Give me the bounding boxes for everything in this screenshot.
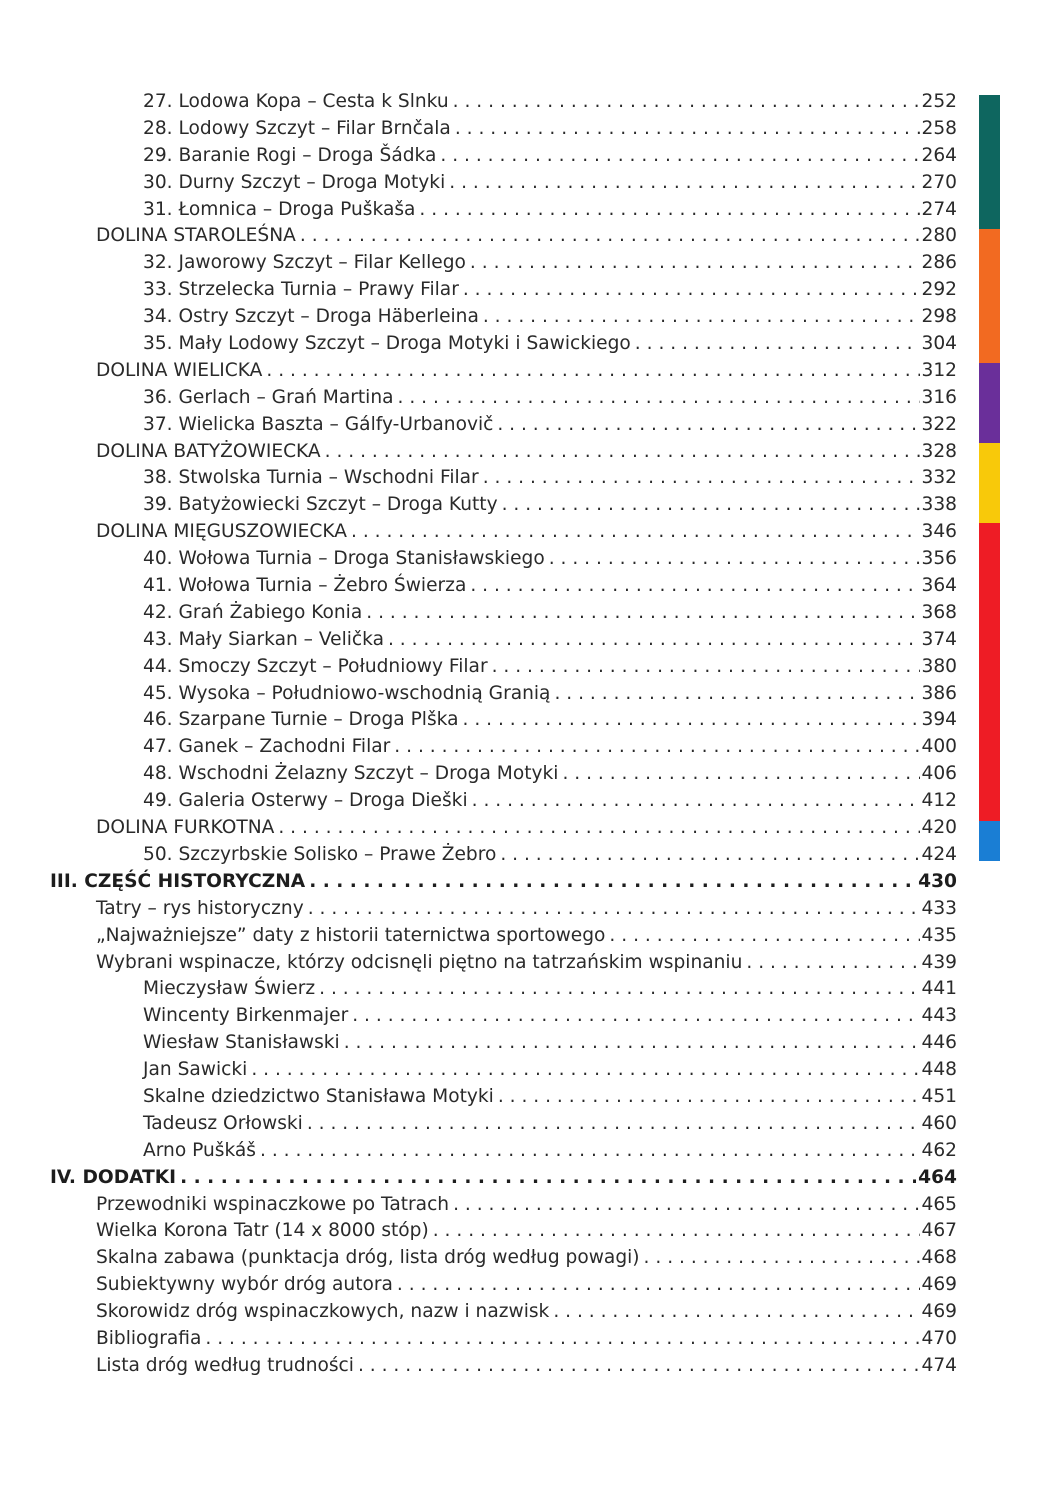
dot-leader bbox=[483, 465, 920, 492]
toc-entry[interactable] bbox=[0, 896, 1050, 923]
toc-entry-title: DOLINA MIĘGUSZOWIECKA bbox=[96, 521, 347, 543]
dot-leader bbox=[553, 1299, 919, 1326]
toc-entry[interactable] bbox=[0, 197, 1050, 224]
toc-entry-title: 35. Mały Lodowy Szczyt – Droga Motyki i Sawickiego bbox=[143, 333, 631, 355]
toc-entry-title: „Najważniejsze” daty z historii taternictwa sportowego bbox=[96, 924, 606, 946]
toc-entry-page: 298 bbox=[921, 306, 957, 328]
toc-entry-title: 42. Grań Żabiego Konia bbox=[143, 601, 363, 623]
toc-entry-title: Subiektywny wybór dróg autora bbox=[96, 1274, 393, 1296]
toc-entry-page: 274 bbox=[921, 198, 957, 220]
toc-entry-page: 252 bbox=[921, 91, 957, 112]
section-tab-red bbox=[979, 523, 1000, 821]
dot-leader bbox=[500, 842, 919, 869]
toc-entry-title: 46. Szarpane Turnie – Droga Plška bbox=[143, 709, 459, 731]
toc-entry[interactable] bbox=[0, 1326, 1050, 1353]
toc-entry-page: 443 bbox=[921, 1005, 957, 1027]
dot-leader bbox=[483, 304, 920, 331]
dot-leader bbox=[463, 277, 920, 304]
toc-entry[interactable] bbox=[0, 654, 1050, 681]
toc-entry-title: 27. Lodowa Kopa – Cesta k Slnku bbox=[143, 91, 449, 112]
dot-leader bbox=[453, 1192, 919, 1219]
dot-leader bbox=[260, 1138, 920, 1165]
dot-leader bbox=[278, 815, 919, 842]
toc-entry-title: 38. Stwolska Turnia – Wschodni Filar bbox=[143, 467, 479, 489]
toc-entry-page: 435 bbox=[921, 924, 957, 946]
toc-entry[interactable] bbox=[0, 1057, 1050, 1084]
toc-entry-title: Arno Puškáš bbox=[143, 1139, 256, 1161]
toc-entry[interactable] bbox=[0, 761, 1050, 788]
toc-entry-title: 33. Strzelecka Turnia – Prawy Filar bbox=[143, 279, 459, 301]
dot-leader bbox=[455, 116, 920, 143]
dot-leader bbox=[453, 89, 920, 116]
toc-entry-page: 439 bbox=[921, 951, 957, 973]
dot-leader bbox=[449, 170, 919, 197]
toc-entry[interactable] bbox=[0, 89, 1050, 116]
dot-leader bbox=[319, 976, 919, 1003]
toc-entry[interactable] bbox=[0, 950, 1050, 977]
toc-entry-page: 446 bbox=[921, 1032, 957, 1054]
section-tab-yellow bbox=[979, 443, 1000, 523]
toc-entry-page: 433 bbox=[921, 897, 957, 919]
toc-entry-title: 41. Wołowa Turnia – Żebro Świerza bbox=[143, 575, 467, 597]
toc-entry[interactable] bbox=[0, 223, 1050, 250]
section-color-tabs bbox=[979, 95, 1000, 861]
toc-entry-page: 338 bbox=[921, 494, 957, 516]
toc-entry-title: III. CZĘŚĆ HISTORYCZNA bbox=[50, 870, 306, 892]
toc-entry[interactable] bbox=[0, 1192, 1050, 1219]
toc-entry-title: Przewodniki wspinaczkowe po Tatrach bbox=[96, 1193, 450, 1215]
toc-entry[interactable] bbox=[0, 331, 1050, 358]
dot-leader bbox=[644, 1245, 920, 1272]
toc-entry-page: 441 bbox=[921, 978, 957, 1000]
toc-entry-title: DOLINA BATYŻOWIECKA bbox=[96, 440, 321, 462]
toc-entry[interactable] bbox=[0, 1272, 1050, 1299]
toc-entry-title: 37. Wielicka Baszta – Gálfy-Urbanovič bbox=[143, 413, 494, 435]
dot-leader bbox=[325, 439, 920, 466]
toc-entry-page: 468 bbox=[921, 1247, 957, 1269]
toc-entry-page: 420 bbox=[921, 817, 957, 839]
dot-leader bbox=[309, 869, 916, 896]
toc-entry-title: Wybrani wspinacze, którzy odcisnęli piętno na tatrzańskim wspinaniu bbox=[96, 951, 743, 973]
toc-entry[interactable] bbox=[0, 1218, 1050, 1245]
toc-entry-title: Jan Sawicki bbox=[143, 1059, 248, 1081]
toc-entry-page: 386 bbox=[921, 682, 957, 704]
dot-leader bbox=[433, 1218, 920, 1245]
toc-entry-page: 312 bbox=[921, 359, 957, 381]
toc-entry[interactable] bbox=[0, 815, 1050, 842]
toc-entry[interactable] bbox=[0, 1299, 1050, 1326]
dot-leader bbox=[266, 358, 919, 385]
toc-entry-page: 280 bbox=[921, 225, 957, 247]
toc-entry[interactable] bbox=[0, 250, 1050, 277]
toc-entry-title: 29. Baranie Rogi – Droga Šádka bbox=[143, 144, 437, 166]
toc-entry-title: Lista dróg według trudności bbox=[96, 1354, 354, 1376]
toc-entry[interactable] bbox=[0, 385, 1050, 412]
toc-entry-page: 460 bbox=[921, 1112, 957, 1134]
dot-leader bbox=[549, 546, 920, 573]
dot-leader bbox=[352, 1003, 919, 1030]
toc-entry-title: 43. Mały Siarkan – Velička bbox=[143, 628, 384, 650]
toc-entry-title: 31. Łomnica – Droga Puškaša bbox=[143, 198, 416, 220]
toc-entry[interactable] bbox=[0, 116, 1050, 143]
dot-leader bbox=[351, 519, 920, 546]
toc-entry-title: Wielka Korona Tatr (14 x 8000 stóp) bbox=[96, 1220, 429, 1242]
dot-leader bbox=[251, 1057, 919, 1084]
toc-entry[interactable] bbox=[0, 1030, 1050, 1057]
toc-entry[interactable] bbox=[0, 707, 1050, 734]
dot-leader bbox=[180, 1165, 916, 1192]
toc-entry[interactable] bbox=[0, 439, 1050, 466]
toc-entry-page: 316 bbox=[921, 386, 957, 408]
toc-entry[interactable] bbox=[0, 788, 1050, 815]
toc-entry[interactable] bbox=[0, 304, 1050, 331]
toc-entry-title: 47. Ganek – Zachodni Filar bbox=[143, 736, 391, 758]
toc-entry-page: 270 bbox=[921, 171, 957, 193]
section-tab-teal bbox=[979, 95, 1000, 229]
dot-leader bbox=[344, 1030, 920, 1057]
toc-entry-page: 474 bbox=[921, 1354, 957, 1376]
dot-leader bbox=[358, 1353, 920, 1380]
toc-entry[interactable] bbox=[0, 519, 1050, 546]
toc-entry[interactable] bbox=[0, 1111, 1050, 1138]
dot-leader bbox=[497, 412, 919, 439]
toc-entry-title: DOLINA FURKOTNA bbox=[96, 817, 275, 839]
toc-entry-page: 368 bbox=[921, 601, 957, 623]
toc-entry[interactable] bbox=[0, 734, 1050, 761]
toc-entry-title: 49. Galeria Osterwy – Droga Dieški bbox=[143, 790, 468, 812]
toc-entry[interactable] bbox=[0, 465, 1050, 492]
toc-entry-title: 48. Wschodni Żelazny Szczyt – Droga Motyki bbox=[143, 763, 559, 785]
toc-entry[interactable] bbox=[0, 573, 1050, 600]
toc-entry-page: 356 bbox=[921, 548, 957, 570]
toc-entry-title: 40. Wołowa Turnia – Droga Stanisławskiego bbox=[143, 548, 545, 570]
toc-entry[interactable] bbox=[0, 546, 1050, 573]
table-of-contents bbox=[0, 89, 1050, 1380]
toc-entry-title: Skalna zabawa (punktacja dróg, lista dróg według powagi) bbox=[96, 1247, 640, 1269]
toc-entry-title: 30. Durny Szczyt – Droga Motyki bbox=[143, 171, 446, 193]
toc-entry-page: 258 bbox=[921, 117, 957, 139]
toc-entry-page: 465 bbox=[921, 1193, 957, 1215]
toc-entry[interactable] bbox=[0, 170, 1050, 197]
dot-leader bbox=[635, 331, 920, 358]
toc-entry-page: 462 bbox=[921, 1139, 957, 1161]
dot-leader bbox=[470, 250, 920, 277]
toc-entry-page: 322 bbox=[921, 413, 957, 435]
toc-entry[interactable] bbox=[0, 1353, 1050, 1380]
toc-entry-page: 304 bbox=[921, 333, 957, 355]
toc-entry-title: 45. Wysoka – Południowo-wschodnią Granią bbox=[143, 682, 551, 704]
toc-entry-page: 451 bbox=[921, 1085, 957, 1107]
dot-leader bbox=[366, 600, 919, 627]
toc-entry[interactable] bbox=[0, 1003, 1050, 1030]
toc-entry[interactable] bbox=[0, 627, 1050, 654]
toc-entry-page: 400 bbox=[921, 736, 957, 758]
dot-leader bbox=[398, 385, 920, 412]
toc-entry-page: 332 bbox=[921, 467, 957, 489]
toc-entry[interactable] bbox=[0, 976, 1050, 1003]
dot-leader bbox=[397, 1272, 920, 1299]
toc-entry-title: Skorowidz dróg wspinaczkowych, nazw i nazwisk bbox=[96, 1301, 550, 1323]
dot-leader bbox=[554, 681, 919, 708]
toc-entry[interactable] bbox=[0, 412, 1050, 439]
toc-entry-title: Skalne dziedzictwo Stanisława Motyki bbox=[143, 1085, 494, 1107]
toc-entry-page: 467 bbox=[921, 1220, 957, 1242]
toc-entry-page: 448 bbox=[921, 1059, 957, 1081]
toc-entry-title: 34. Ostry Szczyt – Droga Häberleina bbox=[143, 306, 479, 328]
toc-entry[interactable] bbox=[0, 358, 1050, 385]
toc-entry[interactable] bbox=[0, 1165, 1050, 1192]
toc-entry-page: 464 bbox=[918, 1166, 957, 1188]
toc-entry[interactable] bbox=[0, 842, 1050, 869]
dot-leader bbox=[470, 573, 919, 600]
dot-leader bbox=[502, 492, 920, 519]
toc-entry-title: 36. Gerlach – Grań Martina bbox=[143, 386, 394, 408]
toc-entry-page: 470 bbox=[921, 1327, 957, 1349]
dot-leader bbox=[463, 707, 920, 734]
toc-entry-title: 50. Szczyrbskie Solisko – Prawe Żebro bbox=[143, 843, 497, 865]
toc-entry-title: Bibliografia bbox=[96, 1327, 202, 1349]
toc-entry-page: 364 bbox=[921, 575, 957, 597]
dot-leader bbox=[498, 1084, 920, 1111]
dot-leader bbox=[472, 788, 920, 815]
dot-leader bbox=[419, 197, 919, 224]
toc-entry-page: 424 bbox=[921, 843, 957, 865]
toc-entry-title: Mieczysław Świerz bbox=[143, 978, 316, 1000]
toc-entry-title: Tadeusz Orłowski bbox=[143, 1112, 303, 1134]
toc-entry[interactable] bbox=[0, 1245, 1050, 1272]
toc-entry[interactable] bbox=[0, 1084, 1050, 1111]
toc-entry[interactable] bbox=[0, 923, 1050, 950]
toc-entry-page: 406 bbox=[921, 763, 957, 785]
toc-entry-page: 394 bbox=[921, 709, 957, 731]
toc-entry-title: Wiesław Stanisławski bbox=[143, 1032, 340, 1054]
toc-entry-title: DOLINA WIELICKA bbox=[96, 359, 263, 381]
dot-leader bbox=[300, 223, 920, 250]
toc-entry-title: Wincenty Birkenmajer bbox=[143, 1005, 349, 1027]
toc-entry-page: 328 bbox=[921, 440, 957, 462]
dot-leader bbox=[746, 950, 919, 977]
toc-entry[interactable] bbox=[0, 681, 1050, 708]
toc-entry-title: 28. Lodowy Szczyt – Filar Brnčala bbox=[143, 117, 451, 139]
dot-leader bbox=[440, 143, 919, 170]
dot-leader bbox=[388, 627, 920, 654]
toc-entry-page: 286 bbox=[921, 252, 957, 274]
toc-entry[interactable] bbox=[0, 143, 1050, 170]
dot-leader bbox=[307, 1111, 920, 1138]
toc-entry-title: DOLINA STAROLEŚNA bbox=[96, 225, 296, 247]
dot-leader bbox=[609, 923, 919, 950]
dot-leader bbox=[394, 734, 919, 761]
toc-entry-title: IV. DODATKI bbox=[50, 1166, 177, 1188]
toc-entry-page: 469 bbox=[921, 1274, 957, 1296]
toc-entry-page: 430 bbox=[918, 870, 957, 892]
toc-entry[interactable] bbox=[0, 600, 1050, 627]
section-tab-orange bbox=[979, 229, 1000, 363]
toc-entry-title: 32. Jaworowy Szczyt – Filar Kellego bbox=[143, 252, 466, 274]
toc-entry-title: 39. Batyżowiecki Szczyt – Droga Kutty bbox=[143, 494, 498, 516]
toc-entry-page: 292 bbox=[921, 279, 957, 301]
toc-entry-page: 412 bbox=[921, 790, 957, 812]
dot-leader bbox=[492, 654, 920, 681]
toc-entry-page: 346 bbox=[921, 521, 957, 543]
toc-entry[interactable] bbox=[0, 869, 1050, 896]
toc-entry[interactable] bbox=[0, 1138, 1050, 1165]
toc-entry-page: 264 bbox=[921, 144, 957, 166]
toc-entry-title: 44. Smoczy Szczyt – Południowy Filar bbox=[143, 655, 488, 677]
toc-entry[interactable] bbox=[0, 492, 1050, 519]
dot-leader bbox=[562, 761, 919, 788]
section-tab-blue bbox=[979, 821, 1000, 861]
section-tab-purple bbox=[979, 363, 1000, 443]
toc-entry[interactable] bbox=[0, 277, 1050, 304]
toc-entry-page: 469 bbox=[921, 1301, 957, 1323]
dot-leader bbox=[308, 896, 920, 923]
toc-entry-page: 374 bbox=[921, 628, 957, 650]
dot-leader bbox=[205, 1326, 919, 1353]
toc-entry-page: 380 bbox=[921, 655, 957, 677]
toc-entry-title: Tatry – rys historyczny bbox=[96, 897, 304, 919]
